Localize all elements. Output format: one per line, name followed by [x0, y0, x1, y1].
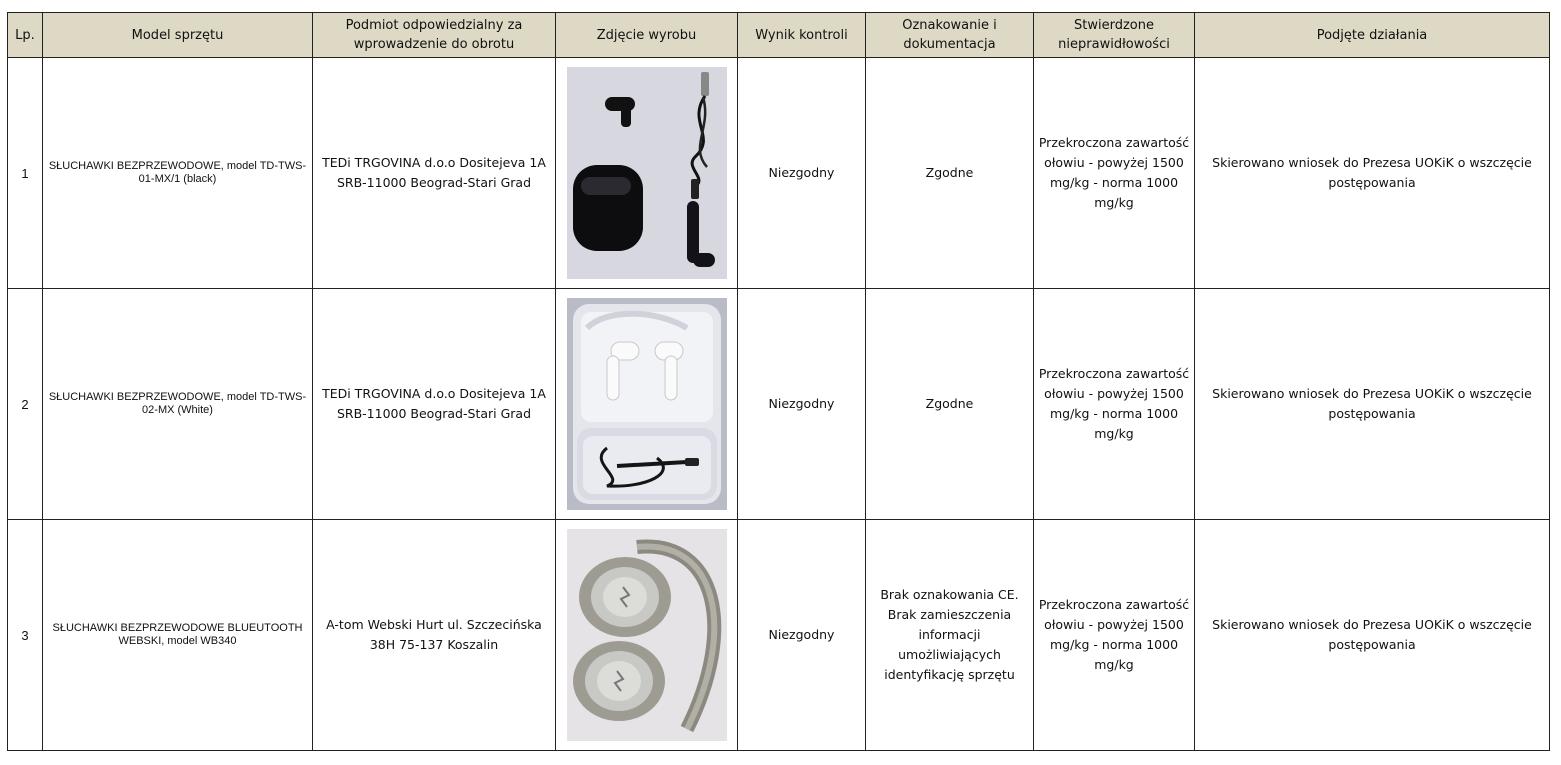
cell-photo — [556, 58, 738, 289]
cell-photo — [556, 289, 738, 520]
cell-oznakowanie: Zgodne — [866, 289, 1034, 520]
cell-photo — [556, 520, 738, 751]
cell-model: SŁUCHAWKI BEZPRZEWODOWE, model TD-TWS-02-MX (White) — [43, 289, 313, 520]
table-row — [8, 520, 1550, 751]
cell-lp: 3 — [8, 520, 43, 751]
header-model: Model sprzętu — [43, 13, 313, 58]
cell-nieprawidlowosci: Przekroczona zawartość ołowiu - powyżej 1500 mg/kg - norma 1000 mg/kg — [1034, 520, 1195, 751]
headphones-image — [567, 529, 727, 741]
table-row — [8, 289, 1550, 520]
cell-wynik: Niezgodny — [738, 520, 866, 751]
table-header-row — [8, 13, 1550, 58]
header-wynik: Wynik kontroli — [738, 13, 866, 58]
cell-wynik: Niezgodny — [738, 289, 866, 520]
cell-lp: 1 — [8, 58, 43, 289]
header-lp: Lp. — [8, 13, 43, 58]
header-zdjecie: Zdjęcie wyrobu — [556, 13, 738, 58]
cell-oznakowanie: Brak oznakowania CE. Brak zamieszczenia informacji umożliwiających identyfikację sprzętu — [866, 520, 1034, 751]
cell-podmiot: TEDi TRGOVINA d.o.o Dositejeva 1A SRB-11000 Beograd-Stari Grad — [313, 58, 556, 289]
header-podmiot: Podmiot odpowiedzialny za wprowadzenie do obrotu — [313, 13, 556, 58]
cell-oznakowanie: Zgodne — [866, 58, 1034, 289]
inspection-results-table — [7, 12, 1550, 751]
cell-dzialania: Skierowano wniosek do Prezesa UOKiK o wszczęcie postępowania — [1195, 520, 1550, 751]
cell-dzialania: Skierowano wniosek do Prezesa UOKiK o wszczęcie postępowania — [1195, 58, 1550, 289]
white-earbuds-image — [567, 298, 727, 510]
cell-wynik: Niezgodny — [738, 58, 866, 289]
header-dzialania: Podjęte działania — [1195, 13, 1550, 58]
cell-dzialania: Skierowano wniosek do Prezesa UOKiK o wszczęcie postępowania — [1195, 289, 1550, 520]
black-earbuds-image — [567, 67, 727, 279]
cell-model: SŁUCHAWKI BEZPRZEWODOWE, model TD-TWS-01-MX/1 (black) — [43, 58, 313, 289]
cell-nieprawidlowosci: Przekroczona zawartość ołowiu - powyżej 1500 mg/kg - norma 1000 mg/kg — [1034, 289, 1195, 520]
cell-model: SŁUCHAWKI BEZPRZEWODOWE BLUEUTOOTH WEBSKI, model WB340 — [43, 520, 313, 751]
black-wireless-earbuds-photo — [567, 67, 727, 279]
cell-podmiot: A-tom Webski Hurt ul. Szczecińska 38H 75-137 Koszalin — [313, 520, 556, 751]
cell-nieprawidlowosci: Przekroczona zawartość ołowiu - powyżej 1500 mg/kg - norma 1000 mg/kg — [1034, 58, 1195, 289]
cell-podmiot: TEDi TRGOVINA d.o.o Dositejeva 1A SRB-11000 Beograd-Stari Grad — [313, 289, 556, 520]
headphones-photo — [567, 529, 727, 741]
white-wireless-earbuds-photo — [567, 298, 727, 510]
table-row — [8, 58, 1550, 289]
header-nieprawidlowosci: Stwierdzone nieprawidłowości — [1034, 13, 1195, 58]
cell-lp: 2 — [8, 289, 43, 520]
header-oznakowanie: Oznakowanie i dokumentacja — [866, 13, 1034, 58]
